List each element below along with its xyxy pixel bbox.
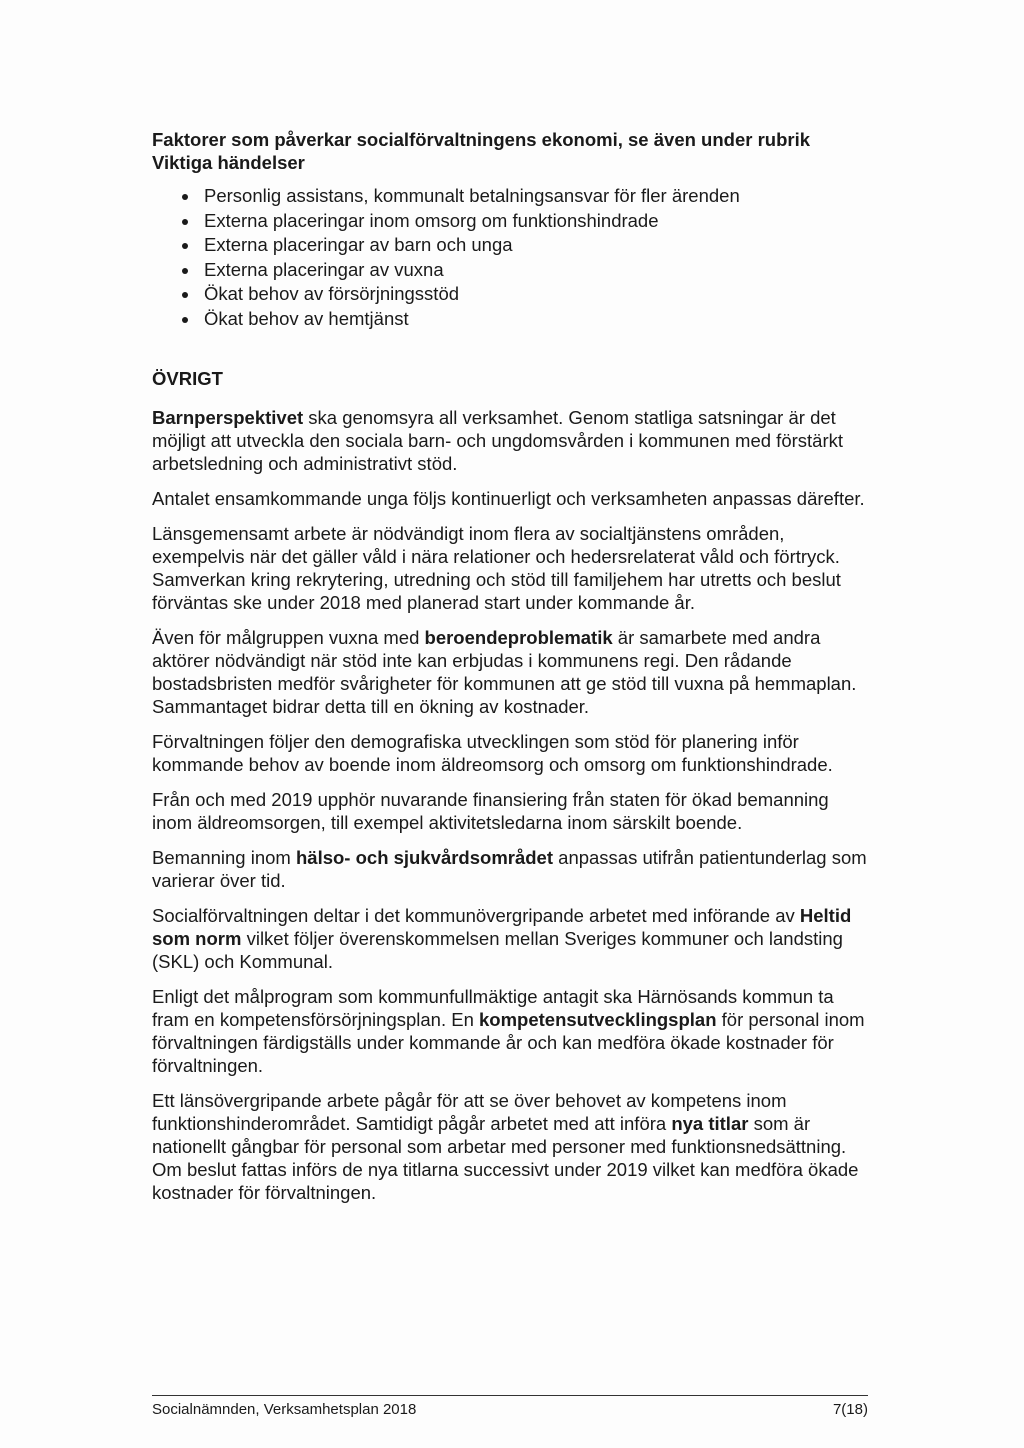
page-content xyxy=(152,128,868,1216)
paragraph-barnperspektivet: Barnperspektivet ska genomsyra all verksamhet. Genom statliga satsningar är det möjligt att utveckla den sociala barn- och ungdomsvården i kommunen med förstärkt arbetsledning och administrativt stöd. xyxy=(152,407,844,474)
section-title-ovrigt: ÖVRIGT xyxy=(152,368,223,389)
paragraph-finansiering: Från och med 2019 upphör nuvarande finansiering från staten för ökad bemanning inom äldreomsorgen, till exempel aktivitetsledarna inom särskilt boende. xyxy=(152,789,829,833)
factors-list xyxy=(152,184,868,331)
paragraph-demografi: Förvaltningen följer den demografiska utvecklingen som stöd för planering inför kommande behov av boende inom äldreomsorg och omsorg om funktionshindrade. xyxy=(152,731,833,775)
paragraph-ensamkommande: Antalet ensamkommande unga följs kontinuerligt och verksamheten anpassas därefter. xyxy=(152,488,865,509)
list-item: Externa placeringar av vuxna xyxy=(182,258,868,283)
footer-document-title: Socialnämnden, Verksamhetsplan 2018 xyxy=(152,1401,417,1418)
list-item: Ökat behov av hemtjänst xyxy=(182,307,868,332)
list-item: Externa placeringar inom omsorg om funktionshindrade xyxy=(182,209,868,234)
bullet-icon xyxy=(182,243,188,249)
list-item: Personlig assistans, kommunalt betalningsansvar för fler ärenden xyxy=(182,184,868,209)
bullet-icon xyxy=(182,194,188,200)
factors-heading: Faktorer som påverkar socialförvaltningens ekonomi, se även under rubrik Viktiga händelser xyxy=(152,129,811,173)
paragraph-lansgemensamt: Länsgemensamt arbete är nödvändigt inom flera av socialtjänstens områden, exempelvis när det gäller våld i nära relationer och hedersrelaterat våld och förtryck. Samverkan kring rekrytering, utredning och stöd till familjehem har utretts och beslut förväntas ske under 2018 med planerad start under kommande år. xyxy=(152,523,841,613)
list-item: Externa placeringar av barn och unga xyxy=(182,233,868,258)
paragraph-halso-sjukvard: Bemanning inom hälso- och sjukvårdsområdet anpassas utifrån patientunderlag som varierar över tid. xyxy=(152,847,867,891)
paragraph-nya-titlar: Ett länsövergripande arbete pågår för att se över behovet av kompetens inom funktionshinderområdet. Samtidigt pågår arbetet med att införa nya titlar som är nationellt gångbar för personal som arbetar med personer med funktionsnedsättning. Om beslut fattas införs de nya titlarna successivt under 2019 vilket kan medföra ökade kostnader för förvaltningen. xyxy=(152,1090,859,1203)
page-footer xyxy=(152,1395,868,1420)
bullet-icon xyxy=(182,292,188,298)
bullet-icon xyxy=(182,317,188,323)
list-item: Ökat behov av försörjningsstöd xyxy=(182,282,868,307)
page-number: 7(18) xyxy=(832,1401,868,1418)
bullet-icon xyxy=(182,268,188,274)
paragraph-kompetensutveckling: Enligt det målprogram som kommunfullmäktige antagit ska Härnösands kommun ta fram en kompetensförsörjningsplan. En kompetensutvecklingsplan för personal inom förvaltningen färdigställs under kommande år och kan medföra ökade kostnader för förvaltningen. xyxy=(152,986,865,1076)
paragraph-heltid: Socialförvaltningen deltar i det kommunövergripande arbetet med införande av Heltid som norm vilket följer överenskommelsen mellan Sveriges kommuner och landsting (SKL) och Kommunal. xyxy=(152,905,852,972)
paragraph-beroendeproblematik: Även för målgruppen vuxna med beroendeproblematik är samarbete med andra aktörer nödvändigt när stöd inte kan erbjudas i kommunens regi. Den rådande bostadsbristen medför svårigheter för kommunen att ge stöd till vuxna på hemmaplan. Sammantaget bidrar detta till en ökning av kostnader. xyxy=(152,627,857,717)
bullet-icon xyxy=(182,219,188,225)
